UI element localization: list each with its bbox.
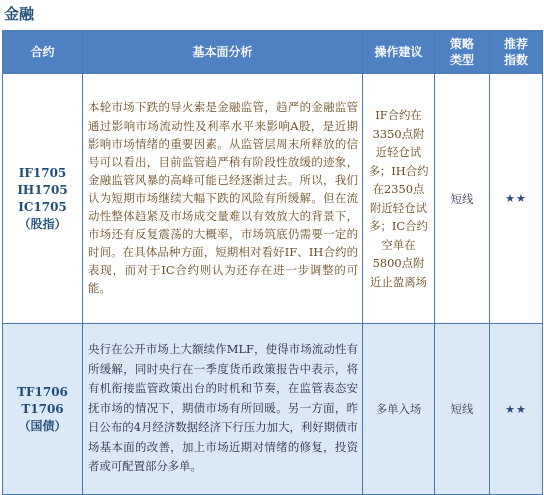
contract-cell xyxy=(3,324,83,495)
contract-category: （国债） xyxy=(18,418,67,433)
header-rating-line1: 推荐 xyxy=(503,37,528,51)
futures-strategy-table xyxy=(2,30,543,495)
contract-code: IC1705 xyxy=(18,199,67,214)
contract-code: IF1705 xyxy=(18,165,67,180)
contract-code: TF1706 xyxy=(17,384,68,399)
header-operation: 操作建议 xyxy=(363,31,435,74)
contract-code: IH1705 xyxy=(17,182,68,197)
contract-code: T1706 xyxy=(21,401,64,416)
analysis-text: 央行在公开市场上大额续作MLF，使得市场流动性有所缓解，同时央行在一季度货币政策报告中表示，将有机衔接监管政策出台的时机和节奏，在监管表态安抚市场的情况下，期债市场有所回暖。另一方面，昨日公布的4月经济数据经济下行压力加大，利好期债市场基本面的改善，加上市场近期对情绪的修复，投资者或可配置部分多单。 xyxy=(83,324,363,495)
strategy-type: 短线 xyxy=(435,74,490,324)
rating-stars: ★★ xyxy=(490,74,543,324)
operation-advice: IF合约在3350点附近轻仓试多；IH合约在2350点附近轻仓试多；IC合约空单在5800点附近止盈离场 xyxy=(363,74,435,324)
table-header-row xyxy=(3,31,543,74)
header-strategy-line2: 类型 xyxy=(449,53,474,67)
section-title: 金融 xyxy=(4,5,35,23)
analysis-text: 本轮市场下跌的导火索是金融监管，趋严的金融监管通过影响市场流动性及利率水平来影响A股，是近期影响市场情绪的重要因素。从监管层周末所释放的信号可以看出，目前监管趋严稍有阶段性放缓的迹象，金融监管风暴的高峰可能已经逐渐过去。所以，我们认为短期市场继续大幅下跌的风险有所缓解。但在流动性整体趋紧及市场成交量难以有效放大的背景下，市场还有反复震荡的大概率，市场筑底仍需要一定的时间。在具体品种方面，短期相对看好IF、IH合约的表现，而对于IC合约则认为还存在进一步调整的可能。 xyxy=(83,74,363,324)
rating-stars: ★★ xyxy=(490,324,543,495)
contract-category: （股指） xyxy=(18,216,67,231)
contract-cell xyxy=(3,74,83,324)
strategy-type: 短线 xyxy=(435,324,490,495)
header-strategy-line1: 策略 xyxy=(449,37,474,51)
header-rating-line2: 指数 xyxy=(503,53,528,67)
header-rating xyxy=(490,31,543,74)
header-analysis: 基本面分析 xyxy=(83,31,363,74)
table-row-bond-futures xyxy=(3,324,543,495)
table-row-index-futures xyxy=(3,74,543,324)
header-strategy xyxy=(435,31,490,74)
operation-advice: 多单入场 xyxy=(363,324,435,495)
header-contract: 合约 xyxy=(3,31,83,74)
